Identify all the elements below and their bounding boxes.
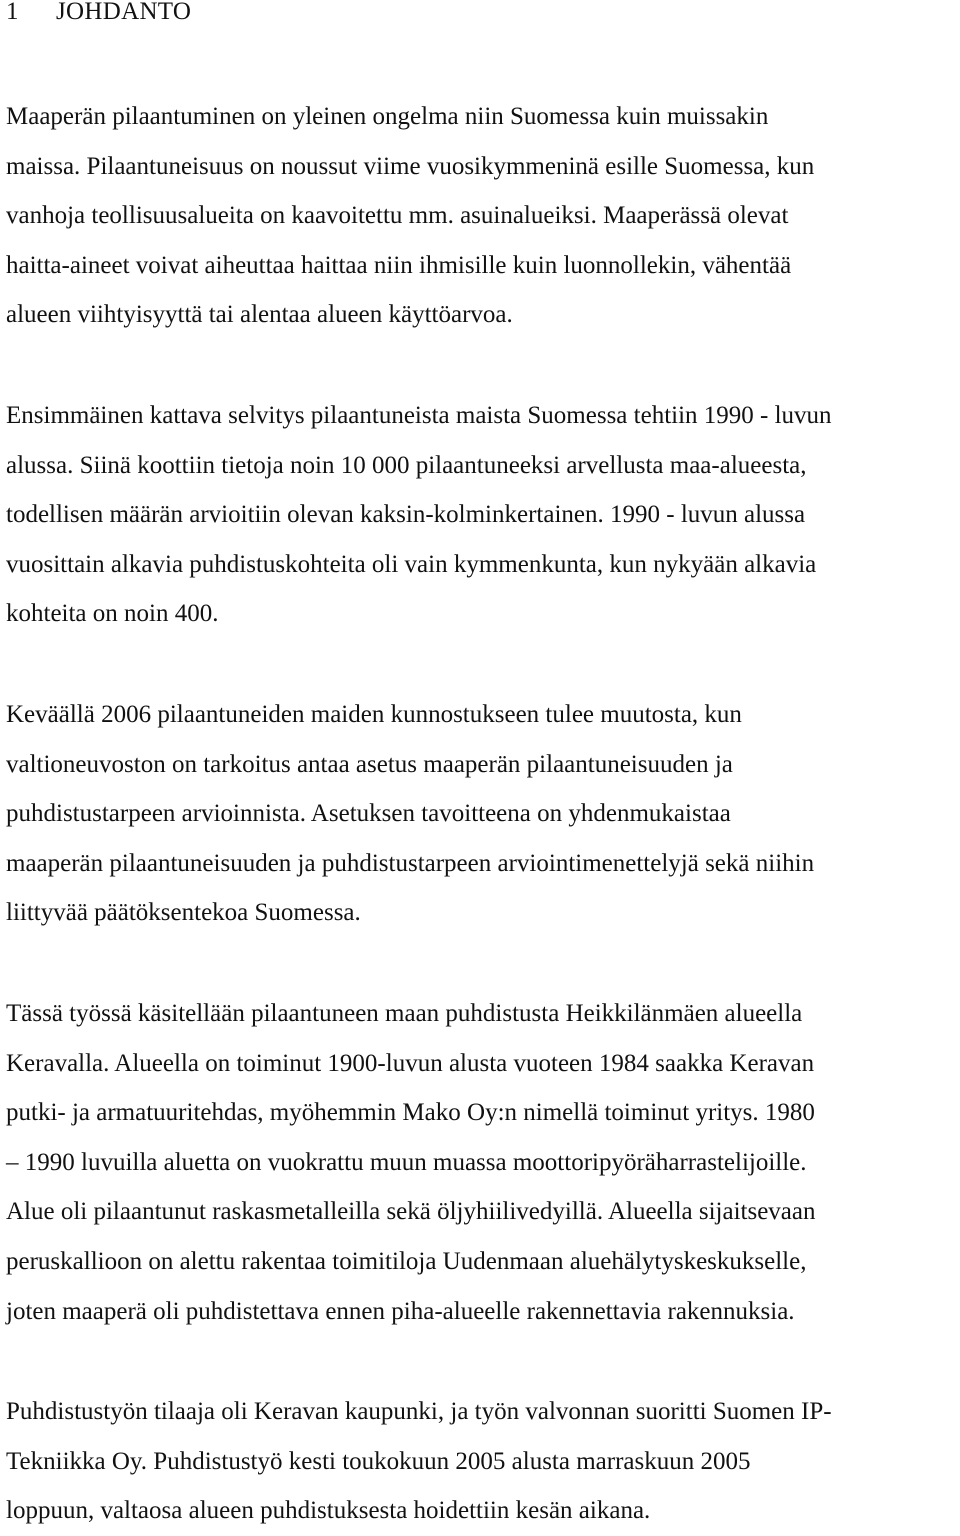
text-line: loppuun, valtaosa alueen puhdistuksesta hoidettiin kesän aikana.: [6, 1497, 651, 1525]
section-heading: [6, 0, 191, 32]
text-line: vanhoja teollisuusalueita on kaavoitettu mm. asuinalueiksi. Maaperässä olevat: [6, 202, 789, 230]
paragraph-4: [6, 989, 816, 1336]
text-line: kohteita on noin 400.: [6, 600, 219, 628]
text-line: Maaperän pilaantuminen on yleinen ongelma niin Suomessa kuin muissakin: [6, 103, 769, 130]
text-line: putki- ja armatuuritehdas, myöhemmin Mako Oy:n nimellä toiminut yritys. 1980: [6, 1099, 815, 1127]
text-line: maissa. Pilaantuneisuus on noussut viime vuosikymmeninä esille Suomessa, kun: [6, 152, 815, 180]
text-line: liittyvää päätöksentekoa Suomessa.: [6, 899, 361, 927]
text-line: Alue oli pilaantunut raskasmetalleilla sekä öljyhiilivedyillä. Alueella sijaitsevaan: [6, 1198, 816, 1226]
text-line: Puhdistustyön tilaaja oli Keravan kaupunki, ja työn valvonnan suoritti Suomen IP-: [6, 1398, 832, 1425]
paragraph-5: [6, 1387, 832, 1536]
text-line: maaperän pilaantuneisuuden ja puhdistustarpeen arviointimenettelyjä sekä niihin: [6, 849, 815, 877]
text-line: – 1990 luvuilla aluetta on vuokrattu muun muassa moottoripyöräharrastelijoille.: [6, 1148, 807, 1176]
text-line: valtioneuvoston on tarkoitus antaa asetus maaperän pilaantuneisuuden ja: [6, 750, 733, 778]
text-line: peruskallioon on alettu rakentaa toimitiloja Uudenmaan aluehälytyskeskukselle,: [6, 1247, 807, 1275]
text-line: todellisen määrän arvioitiin olevan kaksin-kolminkertainen. 1990 - luvun alussa: [6, 501, 806, 529]
text-line: vuosittain alkavia puhdistuskohteita oli vain kymmenkunta, kun nykyään alkavia: [6, 550, 817, 578]
section-title: JOHDANTO: [56, 0, 192, 25]
text-line: alussa. Siinä koottiin tietoja noin 10 000 pilaantuneeksi arvellusta maa-alueesta,: [6, 451, 807, 479]
text-line: Keväällä 2006 pilaantuneiden maiden kunnostukseen tulee muutosta, kun: [6, 701, 742, 728]
text-line: alueen viihtyisyyttä tai alentaa alueen käyttöarvoa.: [6, 301, 513, 329]
text-line: Tässä työssä käsitellään pilaantuneen maan puhdistusta Heikkilänmäen alueella: [6, 1000, 803, 1027]
paragraph-2: [6, 391, 832, 639]
text-line: joten maaperä oli puhdistettava ennen piha-alueelle rakennettavia rakennuksia.: [6, 1297, 795, 1325]
text-line: Keravalla. Alueella on toiminut 1900-luvun alusta vuoteen 1984 saakka Keravan: [6, 1049, 815, 1077]
paragraph-3: [6, 690, 814, 938]
text-line: Tekniikka Oy. Puhdistustyö kesti toukokuun 2005 alusta marraskuun 2005: [6, 1447, 751, 1475]
text-line: haitta-aineet voivat aiheuttaa haittaa niin ihmisille kuin luonnollekin, vähentää: [6, 251, 792, 279]
paragraph-1: [6, 92, 814, 340]
text-line: Ensimmäinen kattava selvitys pilaantuneista maista Suomessa tehtiin 1990 - luvun: [6, 402, 832, 429]
section-number: 1: [6, 0, 19, 25]
text-line: puhdistustarpeen arvioinnista. Asetuksen tavoitteena on yhdenmukaistaa: [6, 800, 731, 828]
